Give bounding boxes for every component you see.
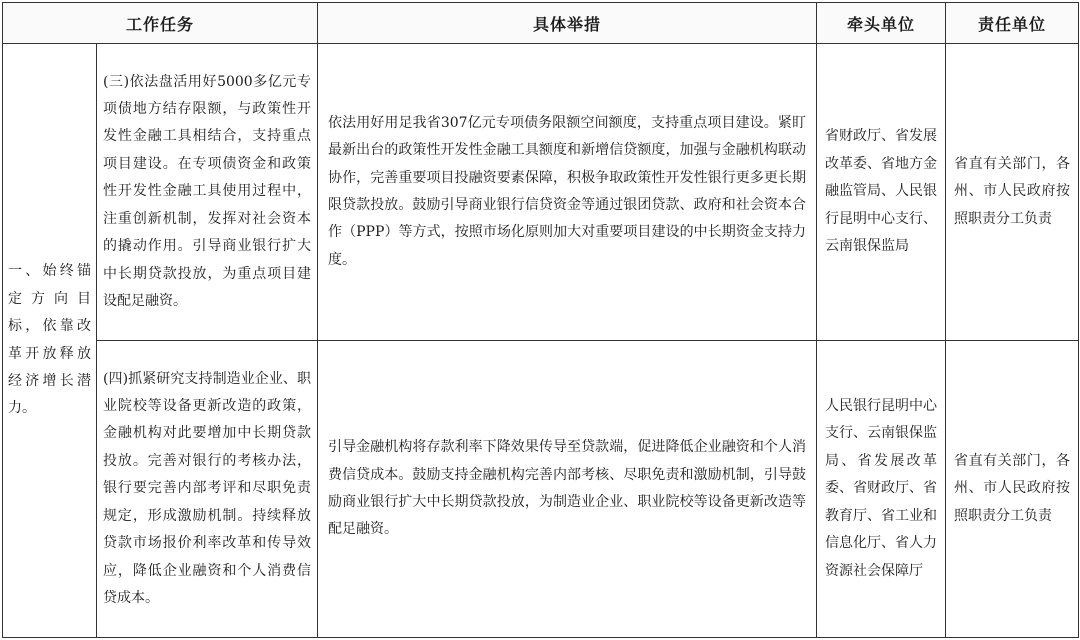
measures-cell: 引导金融机构将存款利率下降效果传导至贷款端，促进降低企业融资和个人消费信贷成本。鼓励支持金融机构完善内部考核、尽职免责和激励机制，引导鼓励商业银行扩大中长期贷款投放，为制造业企业、职业院校等设备更新改造等配足融资。	[318, 341, 817, 638]
header-lead-unit: 牵头单位	[817, 3, 946, 44]
header-responsible-unit: 责任单位	[946, 3, 1079, 44]
category-cell: 一、始终锚定方向目标，依靠改革开放释放经济增长潜力。	[3, 44, 97, 638]
lead-unit-cell: 人民银行昆明中心支行、云南银保监局、省发展改革委、省财政厅、省教育厅、省工业和信息化厅、省人力资源社会保障厅	[817, 341, 946, 638]
header-row	[3, 3, 1079, 44]
task-cell: (三)依法盘活用好5000多亿元专项债地方结存限额，与政策性开发性金融工具相结合，支持重点项目建设。在专项债资金和政策性开发性金融工具使用过程中，注重创新机制，发挥对社会资本的撬动作用。引导商业银行扩大中长期贷款投放，为重点项目建设配足融资。	[97, 44, 318, 341]
table-row	[3, 44, 1079, 341]
responsible-unit-cell: 省直有关部门，各州、市人民政府按照职责分工负责	[946, 44, 1079, 341]
measures-cell: 依法用好用足我省307亿元专项债务限额空间额度，支持重点项目建设。紧盯最新出台的政策性开发性金融工具额度和新增信贷额度，加强与金融机构联动协作，完善重要项目投融资要素保障，积极争取政策性开发性银行更多更长期限贷款投放。鼓励引导商业银行信贷资金等通过银团贷款、政府和社会资本合作（PPP）等方式，按照市场化原则加大对重要项目建设的中长期资金支持力度。	[318, 44, 817, 341]
header-task: 工作任务	[3, 3, 318, 44]
task-table	[2, 2, 1079, 638]
header-measures: 具体举措	[318, 3, 817, 44]
task-cell: (四)抓紧研究支持制造业企业、职业院校等设备更新改造的政策，金融机构对此要增加中长期贷款投放。完善对银行的考核办法，银行要完善内部考评和尽职免责规定，形成激励机制。持续释放贷款市场报价利率改革和传导效应，降低企业融资和个人消费信贷成本。	[97, 341, 318, 638]
responsible-unit-cell: 省直有关部门，各州、市人民政府按照职责分工负责	[946, 341, 1079, 638]
lead-unit-cell: 省财政厅、省发展改革委、省地方金融监管局、人民银行昆明中心支行、云南银保监局	[817, 44, 946, 341]
table-row	[3, 341, 1079, 638]
